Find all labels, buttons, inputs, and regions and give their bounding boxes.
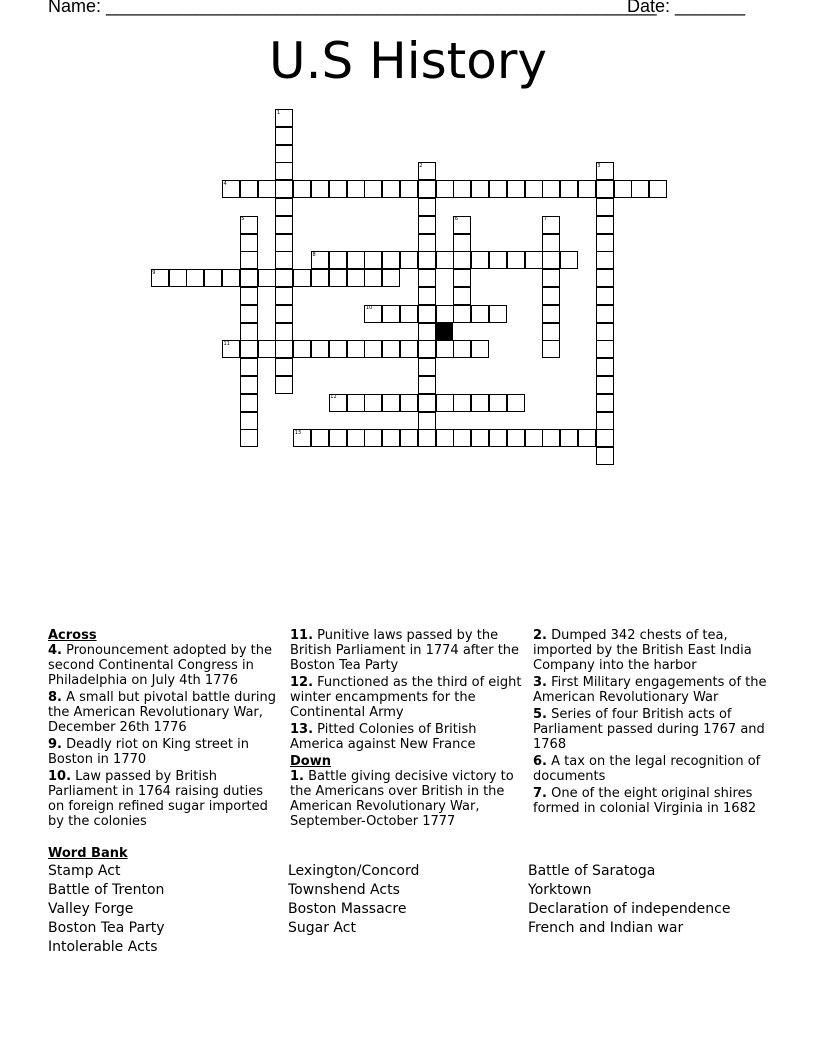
- grid-cell[interactable]: [471, 180, 489, 198]
- grid-cell[interactable]: [418, 180, 436, 198]
- clue-number: 11.: [290, 628, 314, 643]
- word-bank-item: Intolerable Acts: [48, 939, 158, 955]
- grid-cell[interactable]: [347, 180, 365, 198]
- grid-cell[interactable]: [275, 287, 293, 305]
- grid-cell[interactable]: [596, 323, 614, 341]
- grid-cell[interactable]: [489, 180, 507, 198]
- grid-cell[interactable]: [275, 358, 293, 376]
- grid-cell[interactable]: [258, 340, 276, 358]
- grid-cell[interactable]: [382, 180, 400, 198]
- grid-cell[interactable]: [525, 251, 543, 269]
- grid-cell[interactable]: [258, 269, 276, 287]
- grid-cell[interactable]: [542, 429, 560, 447]
- grid-cell[interactable]: [542, 323, 560, 341]
- grid-cell[interactable]: [240, 305, 258, 323]
- grid-cell[interactable]: [275, 216, 293, 234]
- grid-cell[interactable]: [240, 234, 258, 252]
- grid-cell[interactable]: [240, 358, 258, 376]
- grid-cell[interactable]: [293, 340, 311, 358]
- grid-cell[interactable]: [222, 269, 240, 287]
- word-bank-item: Sugar Act: [288, 920, 356, 936]
- grid-cell[interactable]: [347, 429, 365, 447]
- grid-cell[interactable]: [596, 198, 614, 216]
- clue-number: 10.: [48, 769, 72, 784]
- grid-cell[interactable]: [542, 180, 560, 198]
- clues-column-3: [533, 628, 769, 818]
- grid-cell[interactable]: [596, 412, 614, 430]
- grid-cell[interactable]: [471, 305, 489, 323]
- grid-cell[interactable]: [560, 429, 578, 447]
- clue-number-12: 12: [330, 394, 337, 401]
- grid-cell[interactable]: [418, 412, 436, 430]
- clue-number-5: 5: [241, 216, 245, 223]
- across-clue-8: [48, 690, 283, 735]
- word-bank-item: Declaration of independence: [528, 901, 731, 917]
- grid-cell[interactable]: [240, 394, 258, 412]
- clue-text: Functioned as the third of eight winter encampments for the Continental Army: [290, 675, 522, 720]
- grid-cell[interactable]: [418, 394, 436, 412]
- grid-cell[interactable]: [596, 429, 614, 447]
- grid-cell[interactable]: [400, 180, 418, 198]
- grid-cell[interactable]: [329, 180, 347, 198]
- grid-cell[interactable]: [186, 269, 204, 287]
- grid-cell[interactable]: [507, 180, 525, 198]
- grid-cell[interactable]: [275, 376, 293, 394]
- grid-cell[interactable]: [347, 251, 365, 269]
- grid-cell[interactable]: [275, 251, 293, 269]
- grid-cell[interactable]: [453, 234, 471, 252]
- grid-cell[interactable]: [311, 429, 329, 447]
- grid-cell[interactable]: [596, 305, 614, 323]
- grid-cell[interactable]: [400, 251, 418, 269]
- date-line: Date: _______: [627, 0, 746, 16]
- grid-cell[interactable]: [240, 287, 258, 305]
- grid-cell[interactable]: [578, 429, 596, 447]
- grid-cell[interactable]: [418, 269, 436, 287]
- across-clue-10: [48, 769, 283, 829]
- grid-cell[interactable]: [382, 305, 400, 323]
- clue-number-9: 9: [152, 269, 156, 276]
- clue-text: Law passed by British Parliament in 1764 raising duties on foreign refined sugar imported by the colonies: [48, 769, 268, 829]
- grid-cell[interactable]: [382, 251, 400, 269]
- grid-cell[interactable]: [436, 429, 454, 447]
- grid-cell[interactable]: [258, 180, 276, 198]
- grid-cell[interactable]: [418, 305, 436, 323]
- clue-text: A small but pivotal battle during the American Revolutionary War, December 26th 1776: [48, 690, 277, 735]
- grid-cell[interactable]: [418, 198, 436, 216]
- grid-cell[interactable]: [614, 180, 632, 198]
- down-clue-6: [533, 754, 769, 784]
- grid-cell[interactable]: [471, 340, 489, 358]
- grid-cell[interactable]: [453, 305, 471, 323]
- clue-number-4: 4: [223, 180, 227, 187]
- grid-cell[interactable]: [275, 162, 293, 180]
- down-clue-7: [533, 786, 769, 816]
- grid-cell[interactable]: [596, 234, 614, 252]
- clue-text: Pitted Colonies of British America against New France: [290, 722, 477, 752]
- grid-cell[interactable]: [542, 251, 560, 269]
- grid-cell[interactable]: [436, 340, 454, 358]
- clue-number-13: 13: [294, 429, 302, 436]
- grid-cell[interactable]: [471, 251, 489, 269]
- grid-cell[interactable]: [275, 305, 293, 323]
- grid-cell[interactable]: [542, 287, 560, 305]
- grid-cell[interactable]: [418, 376, 436, 394]
- grid-cell[interactable]: [471, 429, 489, 447]
- grid-cell[interactable]: [240, 180, 258, 198]
- grid-cell[interactable]: [560, 180, 578, 198]
- clue-text: Dumped 342 chests of tea, imported by the British East India Company into the harbor: [533, 628, 752, 673]
- grid-cell[interactable]: [596, 358, 614, 376]
- across-clue-11: [290, 628, 526, 673]
- grid-cell[interactable]: [542, 340, 560, 358]
- clue-text: First Military engagements of the American Revolutionary War: [533, 675, 767, 705]
- grid-cell[interactable]: [240, 340, 258, 358]
- down-clue-1: [290, 769, 526, 829]
- grid-cell[interactable]: [560, 251, 578, 269]
- clue-number-2: 2: [419, 162, 423, 169]
- grid-cell[interactable]: [329, 269, 347, 287]
- clues-column-2: [290, 628, 526, 831]
- clue-number: 7.: [533, 786, 547, 801]
- clue-number: 12.: [290, 675, 314, 690]
- grid-cell[interactable]: [418, 323, 436, 341]
- grid-cell[interactable]: [240, 269, 258, 287]
- grid-cell[interactable]: [507, 394, 525, 412]
- down-clue-3: [533, 675, 769, 705]
- grid-cell[interactable]: [275, 180, 293, 198]
- word-bank-item: Yorktown: [528, 882, 592, 898]
- grid-cell[interactable]: [418, 340, 436, 358]
- across-clue-13: [290, 722, 526, 752]
- clue-number: 6.: [533, 754, 547, 769]
- grid-cell[interactable]: [382, 269, 400, 287]
- down-heading: Down: [290, 754, 331, 769]
- word-bank-item: Battle of Saratoga: [528, 863, 656, 879]
- clue-number-11: 11: [223, 340, 230, 347]
- grid-cell[interactable]: [275, 234, 293, 252]
- grid-cell[interactable]: [525, 429, 543, 447]
- down-clue-5: [533, 707, 769, 752]
- grid-cell[interactable]: [382, 429, 400, 447]
- grid-cell[interactable]: [275, 198, 293, 216]
- grid-cell[interactable]: [169, 269, 187, 287]
- grid-cell[interactable]: [347, 394, 365, 412]
- grid-cell[interactable]: [453, 251, 471, 269]
- grid-cell[interactable]: [329, 429, 347, 447]
- grid-cell[interactable]: [418, 251, 436, 269]
- grid-cell[interactable]: [364, 269, 382, 287]
- grid-cell[interactable]: [400, 340, 418, 358]
- clue-number: 5.: [533, 707, 547, 722]
- grid-cell[interactable]: [275, 340, 293, 358]
- grid-cell[interactable]: [596, 269, 614, 287]
- grid-cell[interactable]: [293, 180, 311, 198]
- clue-number: 9.: [48, 737, 62, 752]
- grid-cell[interactable]: [240, 323, 258, 341]
- grid-cell[interactable]: [418, 234, 436, 252]
- grid-cell[interactable]: [364, 429, 382, 447]
- grid-cell[interactable]: [649, 180, 667, 198]
- grid-cell[interactable]: [596, 287, 614, 305]
- clue-number-6: 6: [454, 216, 459, 223]
- grid-cell[interactable]: [525, 180, 543, 198]
- grid-cell[interactable]: [436, 251, 454, 269]
- grid-cell[interactable]: [240, 412, 258, 430]
- grid-cell[interactable]: [204, 269, 222, 287]
- grid-cell[interactable]: [347, 269, 365, 287]
- grid-cell[interactable]: [453, 394, 471, 412]
- clue-text: Series of four British acts of Parliament passed during 1767 and 1768: [533, 707, 765, 752]
- grid-cell[interactable]: [382, 394, 400, 412]
- grid-cell[interactable]: [596, 376, 614, 394]
- word-bank-item: Battle of Trenton: [48, 882, 165, 898]
- across-clue-4: [48, 643, 283, 688]
- grid-cell[interactable]: [489, 251, 507, 269]
- clue-number-8: 8: [312, 251, 316, 258]
- grid-cell[interactable]: [453, 340, 471, 358]
- grid-cell[interactable]: [400, 394, 418, 412]
- grid-cell[interactable]: [542, 305, 560, 323]
- grid-cell[interactable]: [311, 269, 329, 287]
- grid-cell[interactable]: [542, 269, 560, 287]
- grid-cell[interactable]: [275, 145, 293, 163]
- grid-cell[interactable]: [400, 305, 418, 323]
- clue-text: Battle giving decisive victory to the Americans over British in the American Revolutionary War, September-October 1777: [290, 769, 514, 829]
- clue-number: 13.: [290, 722, 314, 737]
- clue-number: 4.: [48, 643, 62, 658]
- grid-cell[interactable]: [453, 429, 471, 447]
- word-bank-title: Word Bank: [48, 846, 128, 861]
- grid-cell[interactable]: [418, 216, 436, 234]
- grid-cell[interactable]: [418, 358, 436, 376]
- grid-cell[interactable]: [364, 394, 382, 412]
- across-clue-9: [48, 737, 283, 767]
- grid-cell[interactable]: [364, 340, 382, 358]
- clue-number: 2.: [533, 628, 547, 643]
- grid-cell[interactable]: [453, 269, 471, 287]
- word-bank-item: Stamp Act: [48, 863, 121, 879]
- grid-cell[interactable]: [507, 251, 525, 269]
- grid-cell[interactable]: [578, 180, 596, 198]
- grid-cell[interactable]: [542, 234, 560, 252]
- grid-cell[interactable]: [471, 394, 489, 412]
- grid-cell[interactable]: [596, 394, 614, 412]
- grid-cell[interactable]: [311, 340, 329, 358]
- grid-cell[interactable]: [631, 180, 649, 198]
- grid-cell[interactable]: [596, 340, 614, 358]
- black-square: [436, 323, 453, 340]
- clue-number: 3.: [533, 675, 547, 690]
- grid-cell[interactable]: [240, 429, 258, 447]
- word-bank-item: Boston Massacre: [288, 901, 407, 917]
- grid-cell[interactable]: [489, 429, 507, 447]
- grid-cell[interactable]: [489, 305, 507, 323]
- word-bank-item: Townshend Acts: [288, 882, 400, 898]
- grid-cell[interactable]: [329, 340, 347, 358]
- across-heading: Across: [48, 628, 97, 643]
- grid-cell[interactable]: [240, 376, 258, 394]
- word-bank-item: French and Indian war: [528, 920, 684, 936]
- grid-cell[interactable]: [453, 287, 471, 305]
- grid-cell[interactable]: [507, 429, 525, 447]
- clue-text: One of the eight original shires formed in colonial Virginia in 1682: [533, 786, 757, 816]
- grid-cell[interactable]: [364, 180, 382, 198]
- word-bank-item: Valley Forge: [48, 901, 134, 917]
- name-line: Name: _______________________________________________________: [48, 0, 657, 16]
- clue-number-10: 10: [365, 305, 373, 312]
- grid-cell[interactable]: [293, 269, 311, 287]
- clue-text: Deadly riot on King street in Boston in 1770: [48, 737, 250, 767]
- grid-cell[interactable]: [596, 447, 614, 465]
- grid-cell[interactable]: [436, 305, 454, 323]
- clue-number-7: 7: [543, 216, 548, 223]
- grid-cell[interactable]: [489, 394, 507, 412]
- clue-text: Pronouncement adopted by the second Continental Congress in Philadelphia on July 4th 1776: [48, 643, 273, 688]
- clues-column-1: [48, 628, 283, 831]
- grid-cell[interactable]: [596, 216, 614, 234]
- grid-cell[interactable]: [418, 287, 436, 305]
- clue-text: Punitive laws passed by the British Parliament in 1774 after the Boston Tea Party: [290, 628, 520, 673]
- grid-cell[interactable]: [275, 323, 293, 341]
- grid-cell[interactable]: [275, 127, 293, 145]
- grid-cell[interactable]: [382, 340, 400, 358]
- grid-cell[interactable]: [596, 251, 614, 269]
- grid-cell[interactable]: [596, 180, 614, 198]
- clue-text: A tax on the legal recognition of documents: [533, 754, 761, 784]
- across-clue-12: [290, 675, 526, 720]
- grid-cell[interactable]: [311, 180, 329, 198]
- grid-cell[interactable]: [453, 180, 471, 198]
- clue-number-1: 1: [276, 109, 281, 116]
- grid-cell[interactable]: [436, 394, 454, 412]
- down-clue-2: [533, 628, 769, 673]
- grid-cell[interactable]: [364, 251, 382, 269]
- grid-cell[interactable]: [329, 251, 347, 269]
- word-bank-item: Boston Tea Party: [48, 920, 165, 936]
- grid-cell[interactable]: [275, 269, 293, 287]
- grid-cell[interactable]: [400, 429, 418, 447]
- grid-cell[interactable]: [436, 180, 454, 198]
- page-title: U.S History: [268, 32, 547, 90]
- clue-number: 1.: [290, 769, 304, 784]
- clue-number-3: 3: [597, 162, 601, 169]
- grid-cell[interactable]: [240, 251, 258, 269]
- clue-number: 8.: [48, 690, 62, 705]
- grid-cell[interactable]: [347, 340, 365, 358]
- word-bank-item: Lexington/Concord: [288, 863, 420, 879]
- grid-cell[interactable]: [418, 429, 436, 447]
